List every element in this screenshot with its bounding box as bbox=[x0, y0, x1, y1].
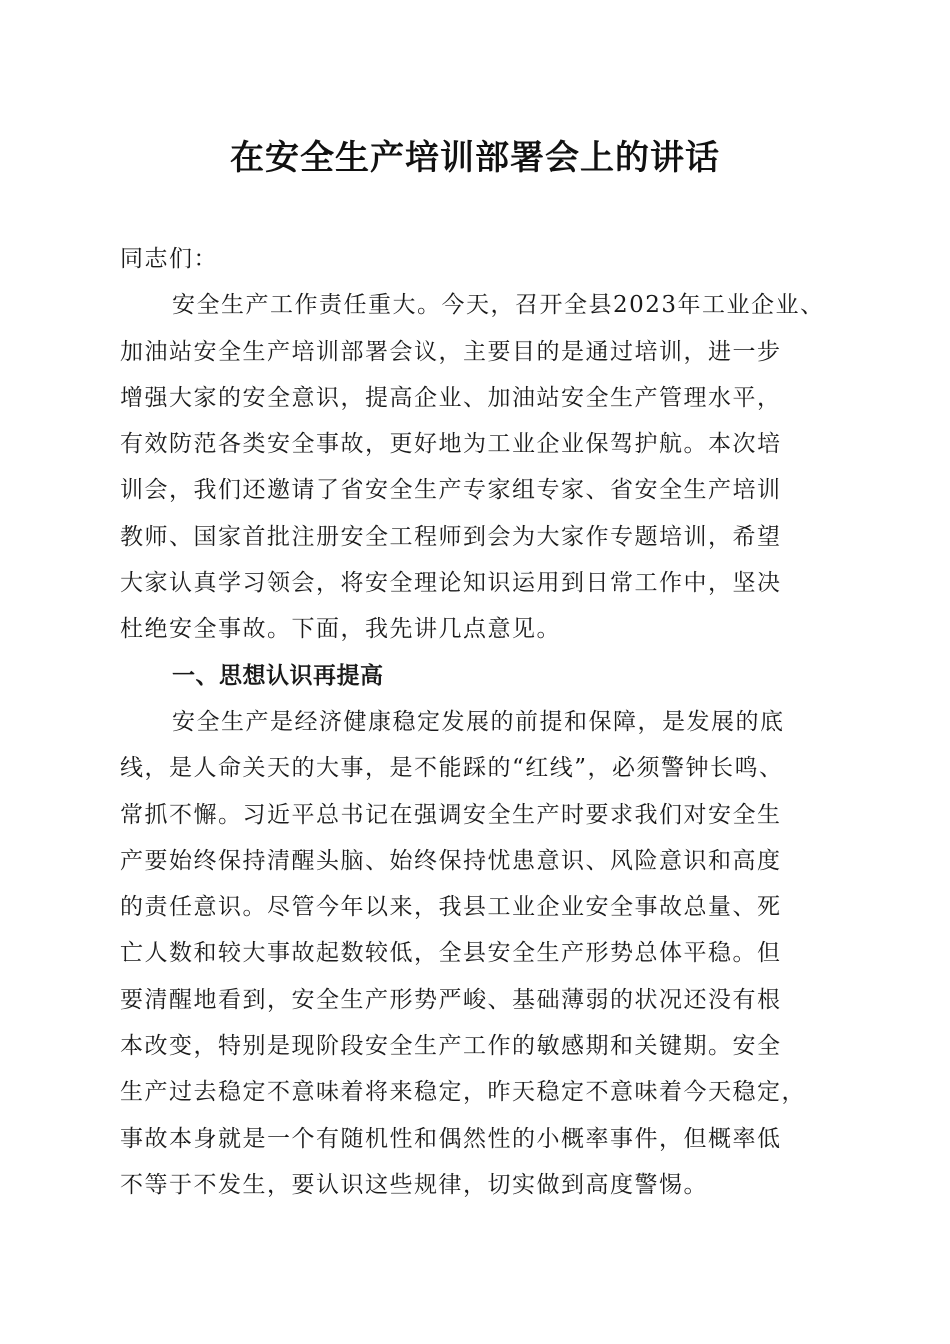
paragraph-line: 教师、国家首批注册安全工程师到会为大家作专题培训，希望 bbox=[120, 523, 782, 550]
paragraph-1 bbox=[120, 282, 832, 652]
paragraph-line: 事故本身就是一个有随机性和偶然性的小概率事件，但概率低 bbox=[120, 1125, 782, 1152]
section-heading: 一、思想认识再提高 bbox=[172, 662, 384, 689]
paragraph-line: 产要始终保持清醒头脑、始终保持忧患意识、风险意识和高度 bbox=[120, 847, 782, 874]
paragraph-line: 亡人数和较大事故起数较低，全县安全生产形势总体平稳。但 bbox=[120, 940, 782, 967]
paragraph-line: 安全生产工作责任重大。今天，召开全县2023年工业企业、 bbox=[172, 292, 825, 319]
paragraph-line: 安全生产是经济健康稳定发展的前提和保障，是发展的底 bbox=[172, 708, 785, 735]
paragraph-line: 的责任意识。尽管今年以来，我县工业企业安全事故总量、死 bbox=[120, 894, 782, 921]
paragraph-line: 生产过去稳定不意味着将来稳定，昨天稳定不意味着今天稳定， bbox=[120, 1079, 806, 1106]
paragraph-line: 有效防范各类安全事故，更好地为工业企业保驾护航。本次培 bbox=[120, 431, 782, 458]
document-body bbox=[120, 236, 832, 1208]
document-title: 在安全生产培训部署会上的讲话 bbox=[230, 138, 720, 178]
paragraph-line: 线，是人命关天的大事，是不能踩的“红线”，必须警钟长鸣、 bbox=[120, 755, 784, 782]
paragraph-line: 杜绝安全事故。下面，我先讲几点意见。 bbox=[120, 616, 561, 643]
paragraph-line: 常抓不懈。习近平总书记在强调安全生产时要求我们对安全生 bbox=[120, 801, 782, 828]
paragraph-2 bbox=[120, 699, 832, 1208]
paragraph-line: 不等于不发生，要认识这些规律，切实做到高度警惕。 bbox=[120, 1171, 708, 1198]
paragraph-line: 本改变，特别是现阶段安全生产工作的敏感期和关键期。安全 bbox=[120, 1033, 782, 1060]
salutation: 同志们： bbox=[120, 246, 218, 272]
paragraph-line: 训会，我们还邀请了省安全生产专家组专家、省安全生产培训 bbox=[120, 477, 782, 504]
paragraph-line: 要清醒地看到，安全生产形势严峻、基础薄弱的状况还没有根 bbox=[120, 986, 782, 1013]
paragraph-line: 加油站安全生产培训部署会议，主要目的是通过培训，进一步 bbox=[120, 338, 782, 365]
paragraph-line: 大家认真学习领会，将安全理论知识运用到日常工作中，坚决 bbox=[120, 570, 782, 597]
paragraph-line: 增强大家的安全意识，提高企业、加油站安全生产管理水平， bbox=[120, 384, 782, 411]
